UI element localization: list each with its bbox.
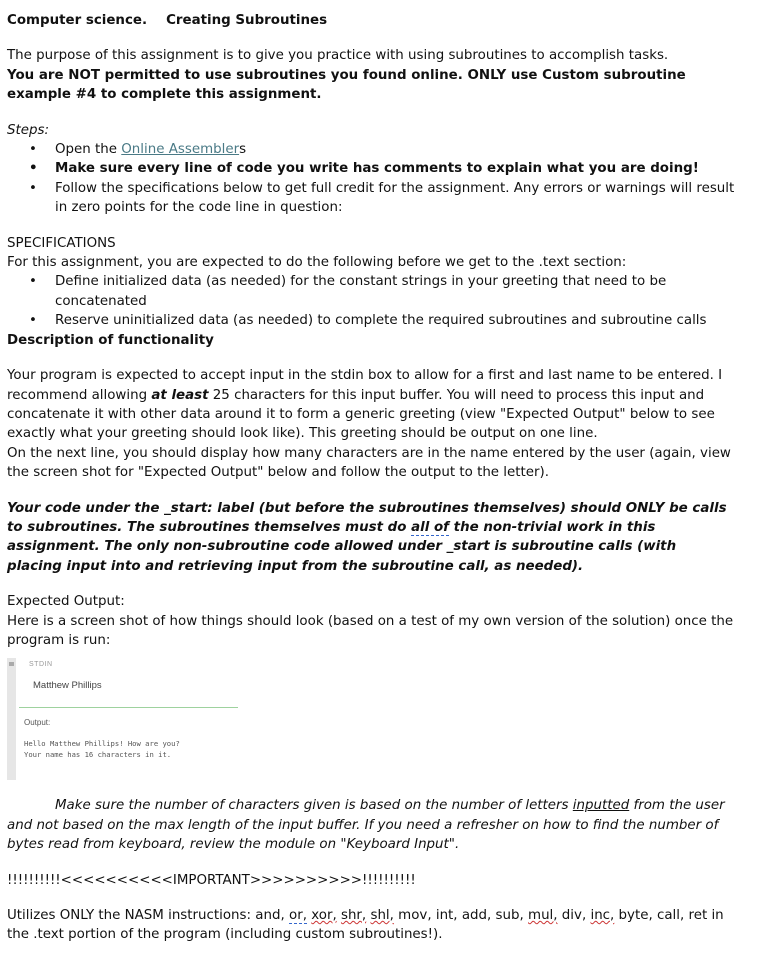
step-item bbox=[7, 140, 735, 159]
instructions-text: div, bbox=[557, 908, 591, 923]
steps-label: Steps: bbox=[7, 122, 49, 138]
output-line: Your name has 16 characters in it. bbox=[24, 750, 172, 760]
output-label: Output: bbox=[24, 718, 51, 728]
requirement-text: the non-trivial work in this assignment. The only non-subroutine code allowed under _start is subroutine calls (with placing input into and retrieving input from the subroutine call, as needed). bbox=[7, 519, 677, 574]
step-text: Open the bbox=[55, 142, 122, 158]
specifications-list bbox=[7, 272, 735, 330]
instr-shr: shr, bbox=[340, 908, 367, 923]
expected-output-text: Here is a screen shot of how things should look (based on a test of my own version of the solution) once the program is run: bbox=[7, 613, 734, 648]
instr-or: or, bbox=[289, 908, 307, 923]
output-console bbox=[24, 738, 180, 760]
instr-inc: inc, bbox=[590, 908, 615, 923]
page-title: Creating Subroutines bbox=[166, 13, 328, 28]
step-item: • Make sure every line of code you write has comments to explain what you are doing! bbox=[7, 159, 735, 178]
warning-paragraph: You are NOT permitted to use subroutines you found online. ONLY use Custom subroutine example #4 to complete this assignment. bbox=[7, 67, 686, 103]
steps-list bbox=[7, 140, 735, 218]
specifications-heading: SPECIFICATIONS bbox=[7, 235, 116, 251]
character-count-note bbox=[7, 796, 735, 854]
stdin-value: Matthew Phillips bbox=[33, 680, 102, 692]
instructions-text: Utilizes ONLY the NASM instructions: and, bbox=[7, 908, 289, 923]
instr-shl: shl, bbox=[370, 908, 394, 923]
step-item: • Follow the specifications below to get full credit for the assignment. Any errors or warnings will result in zero points for the code line in question: bbox=[7, 179, 735, 218]
allowed-instructions bbox=[7, 906, 735, 945]
spec-item: • Define initialized data (as needed) for the constant strings in your greeting that need to be concatenated bbox=[7, 272, 735, 311]
course-label: Computer science. bbox=[7, 13, 148, 28]
instructions-text: byte, call, ret in the .text portion of the program (including custom subroutines!). bbox=[7, 908, 724, 943]
requirement-text: Your code under the _start: label (but before the subroutines themselves) should ONLY be calls to subroutines. The subroutines themselves must do bbox=[7, 500, 727, 535]
expected-output-label: Expected Output: bbox=[7, 594, 125, 610]
all-of-emphasis: all of bbox=[411, 519, 450, 535]
spec-item: • Reserve uninitialized data (as needed) to complete the required subroutines and subroutine calls bbox=[7, 311, 735, 330]
document-page bbox=[7, 0, 735, 945]
description-paragraph-2: On the next line, you should display how many characters are in the name entered by the user (again, view the screen shot for "Expected Output" below and follow the output to the letter). bbox=[7, 445, 731, 481]
stdin-label: STDIN bbox=[29, 661, 53, 669]
instr-mul: mul, bbox=[528, 908, 558, 923]
specifications-lead: For this assignment, you are expected to do the following before we get to the .text section: bbox=[7, 255, 627, 271]
description-emphasis: at least bbox=[151, 387, 209, 403]
screenshot-scrollbar bbox=[7, 658, 16, 780]
screenshot-divider bbox=[19, 707, 238, 708]
description-text: Your program is expected to accept input in the stdin box to allow for a first and last name to be entered. I recommend allowing bbox=[7, 368, 723, 403]
document-header bbox=[7, 11, 735, 30]
output-line: Hello Matthew Phillips! How are you? bbox=[24, 739, 180, 749]
purpose-paragraph: The purpose of this assignment is to give you practice with using subroutines to accomplish tasks. bbox=[7, 48, 669, 64]
instructions-text: mov, int, add, sub, bbox=[393, 908, 529, 923]
inputted-word: inputted bbox=[572, 798, 630, 814]
online-assembler-link[interactable]: Online Assembler bbox=[121, 142, 240, 158]
step-text-suffix: s bbox=[239, 142, 247, 158]
functionality-heading: Description of functionality bbox=[7, 332, 214, 348]
note-text: from the user and not based on the max length of the input buffer. If you need a refresher on how to find the number of bytes read from keyboard, review the module on "Keyboard Input". bbox=[7, 798, 725, 853]
note-text: Make sure the number of characters given is based on the number of letters bbox=[55, 798, 573, 814]
important-banner: !!!!!!!!!!<<<<<<<<<<IMPORTANT>>>>>>>>>>!!!!!!!!!! bbox=[7, 872, 416, 888]
instr-xor: xor, bbox=[311, 908, 337, 923]
expected-output-screenshot bbox=[7, 658, 242, 780]
description-text: 25 characters for this input buffer. You will need to process this input and concatenate it with other data around it to form a generic greeting (view "Expected Output" below to see exactly what your greeting should look like). This greeting should be output on one line. bbox=[7, 387, 715, 442]
start-label-requirement bbox=[7, 499, 735, 577]
description-paragraph-1 bbox=[7, 366, 735, 444]
